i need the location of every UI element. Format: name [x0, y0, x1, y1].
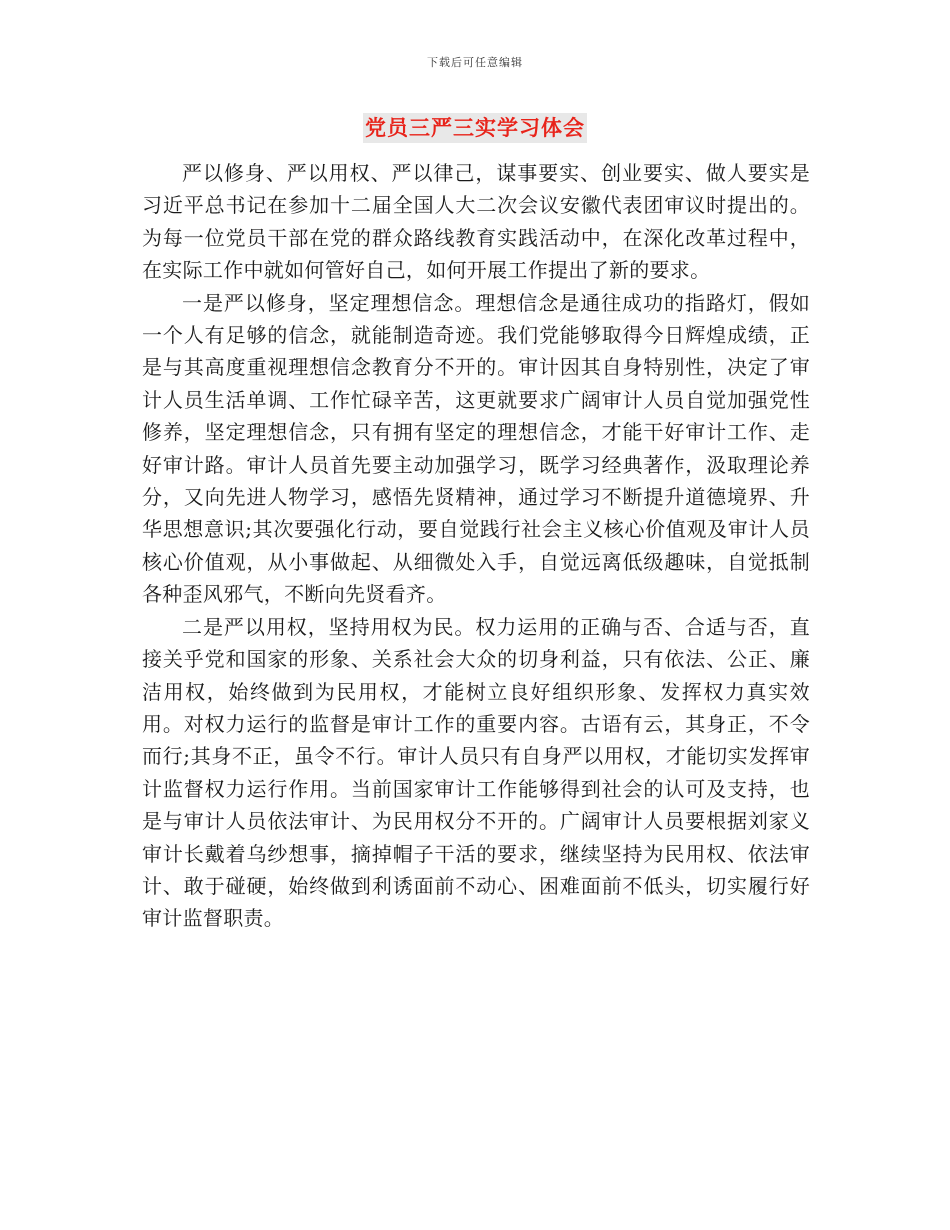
document-title: 党员三严三实学习体会: [363, 113, 587, 143]
paragraph-self-cultivation: 一是严以修身，坚定理想信念。理想信念是通往成功的指路灯，假如一个人有足够的信念，就能制造奇迹。我们党能够取得今日辉煌成绩，正是与其高度重视理想信念教育分不开的。审计因其自身特别性，决定了审计人员生活单调、工作忙碌辛苦，这更就要求广阔审计人员自觉加强党性修养，坚定理想信念，只有拥有坚定的理想信念，才能干好审计工作、走好审计路。审计人员首先要主动加强学习，既学习经典著作，汲取理论养分，又向先进人物学习，感悟先贤精神，通过学习不断提升道德境界、升华思想意识;其次要强化行动，要自觉践行社会主义核心价值观及审计人员核心价值观，从小事做起、从细微处入手，自觉远离低级趣味，自觉抵制各种歪风邪气，不断向先贤看齐。: [142, 290, 810, 607]
document-body: [142, 157, 810, 935]
title-container: [0, 113, 950, 143]
header-note: 下载后可任意编辑: [427, 56, 523, 69]
paragraph-intro: 严以修身、严以用权、严以律己，谋事要实、创业要实、做人要实是习近平总书记在参加十二届全国人大二次会议安徽代表团审议时提出的。为每一位党员干部在党的群众路线教育实践活动中，在深化改革过程中，在实际工作中就如何管好自己，如何开展工作提出了新的要求。: [142, 161, 810, 283]
paragraph-use-of-power: 二是严以用权，坚持用权为民。权力运用的正确与否、合适与否，直接关乎党和国家的形象、关系社会大众的切身利益，只有依法、公正、廉洁用权，始终做到为民用权，才能树立良好组织形象、发挥权力真实效用。对权力运行的监督是审计工作的重要内容。古语有云，其身正，不令而行;其身不正，虽令不行。审计人员只有自身严以用权，才能切实发挥审计监督权力运行作用。当前国家审计工作能够得到社会的认可及支持，也是与审计人员依法审计、为民用权分不开的。广阔审计人员要根据刘家义审计长戴着乌纱想事，摘掉帽子干活的要求，继续坚持为民用权、依法审计、敢于碰硬，始终做到利诱面前不动心、困难面前不低头，切实履行好审计监督职责。: [142, 614, 810, 931]
